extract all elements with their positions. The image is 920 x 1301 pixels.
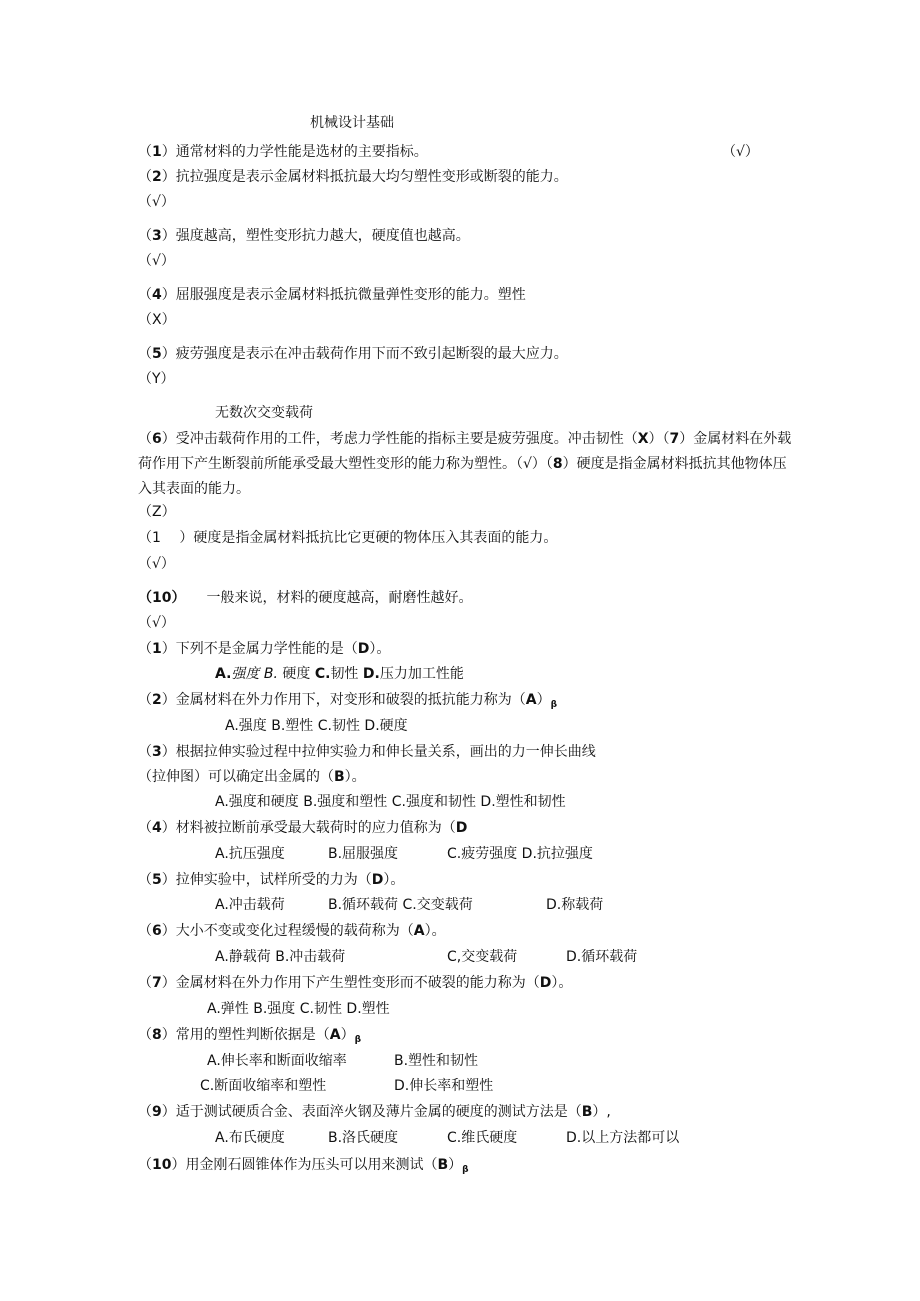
tf-answer-2: （√）	[138, 194, 175, 210]
tf-question-5: （5）疲劳强度是表示在冲击载荷作用下而不致引起断裂的最大应力。	[138, 346, 568, 362]
mc-option-4a: A.抗压强度	[215, 846, 285, 862]
mc-option-8a: A.伸长率和断面收缩率	[207, 1053, 347, 1069]
mc-option-6c: C,交变载荷	[447, 949, 518, 965]
mc-question-3-cont: （拉伸图）可以确定出金属的（B）。	[138, 769, 366, 785]
mc-options-7: A.弹性 B.强度 C.韧性 D.塑性	[207, 1001, 390, 1017]
mc-option-6ab: A.静载荷 B.冲击载荷	[215, 949, 346, 965]
mc-option-5d: D.称载荷	[546, 897, 604, 913]
mc-option-8c: C.断面收缩率和塑性	[200, 1078, 327, 1094]
tf-answer-1: （√）	[722, 144, 759, 160]
mc-question-2: （2）金属材料在外力作用下，对变形和破裂的抵抗能力称为$(A)_\beta$	[138, 692, 558, 710]
tf-answer-10: （√）	[138, 615, 175, 631]
mc-option-8b: B.塑性和韧性	[394, 1053, 479, 1069]
mc-question-3: （3）根据拉伸实验过程中拉伸实验力和伸长量关系，画出的力一伸长曲线	[138, 744, 596, 760]
tf-question-6-8-block: （6）受冲击载荷作用的工件，考虑力学性能的指标主要是疲劳强度。冲击韧性（X）（7）金属材料在外载荷作用下产生断裂前所能承受最大塑性变形的能力称为塑性。（√）（8）硬度是指金属材料抵抗其他物体压入其表面的能力。	[138, 431, 792, 497]
mc-option-9b: B.洛氏硬度	[328, 1130, 399, 1146]
mc-option-9a: A.布氏硬度	[215, 1130, 285, 1146]
mc-option-5a: A.冲击载荷	[215, 897, 285, 913]
tf-question-9: （1 ）硬度是指金属材料抵抗比它更硬的物体压入其表面的能力。	[138, 530, 558, 546]
tf-answer-4: （X）	[138, 312, 176, 328]
mc-option-6d: D.循环载荷	[566, 949, 638, 965]
mc-option-5bc: B.循环载荷 C.交变载荷	[328, 897, 473, 913]
tf-question-3: （3）强度越高，塑性变形抗力越大，硬度值也越高。	[138, 228, 470, 244]
tf-answer-5: （Y）	[138, 371, 175, 387]
mc-question-1: （1）下列不是金属力学性能的是（D）。	[138, 641, 391, 657]
tf-question-2: （2）抗拉强度是表示金属材料抵抗最大均匀塑性变形或断裂的能力。	[138, 169, 568, 185]
tf-answer-3: （√）	[138, 253, 175, 269]
mc-question-4: （4）材料被拉断前承受最大载荷时的应力值称为（D	[138, 820, 468, 836]
mc-options-1: A.强度 B. 硬度 C.韧性 D.压力加工性能	[215, 666, 464, 682]
tf-question-1: （1）通常材料的力学性能是选材的主要指标。	[138, 144, 428, 160]
mc-options-3: A.强度和硬度 B.强度和塑性 C.强度和韧性 D.塑性和韧性	[215, 794, 566, 810]
tf-question-4: （4）屈服强度是表示金属材料抵抗微量弹性变形的能力。塑性	[138, 287, 526, 303]
mc-question-10: （10）用金刚石圆锥体作为压头可以用来测试$(B)_\beta$	[138, 1157, 469, 1175]
page-title: 机械设计基础	[310, 115, 394, 131]
mc-question-6: （6）大小不变或变化过程缓慢的载荷称为（A）。	[138, 923, 446, 939]
mc-option-9c: C.维氏硬度	[447, 1130, 518, 1146]
mc-option-9d: D.以上方法都可以	[566, 1130, 680, 1146]
mc-option-8d: D.伸长率和塑性	[394, 1078, 494, 1094]
tf-question-10: （10） 一般来说，材料的硬度越高，耐磨性越好。	[138, 590, 473, 606]
mc-option-4cd: C.疲劳强度 D.抗拉强度	[447, 846, 593, 862]
mc-question-9: （9）适于测试硬质合金、表面淬火钢及薄片金属的硬度的测试方法是（B）,	[138, 1104, 611, 1120]
mc-options-2: A.强度 B.塑性 C.韧性 D.硬度	[225, 718, 408, 734]
tf-answer-8: （Z）	[138, 504, 176, 520]
mc-option-4b: B.屈服强度	[328, 846, 399, 862]
mc-question-7: （7）金属材料在外力作用下产生塑性变形而不破裂的能力称为（D）。	[138, 975, 573, 991]
tf-answer-9: （√）	[138, 556, 175, 572]
tf-note: 无数次交变载荷	[215, 405, 313, 421]
mc-question-8: （8）常用的塑性判断依据是$(A)_\beta$	[138, 1027, 362, 1045]
mc-question-5: （5）拉伸实验中，试样所受的力为（D）。	[138, 872, 405, 888]
